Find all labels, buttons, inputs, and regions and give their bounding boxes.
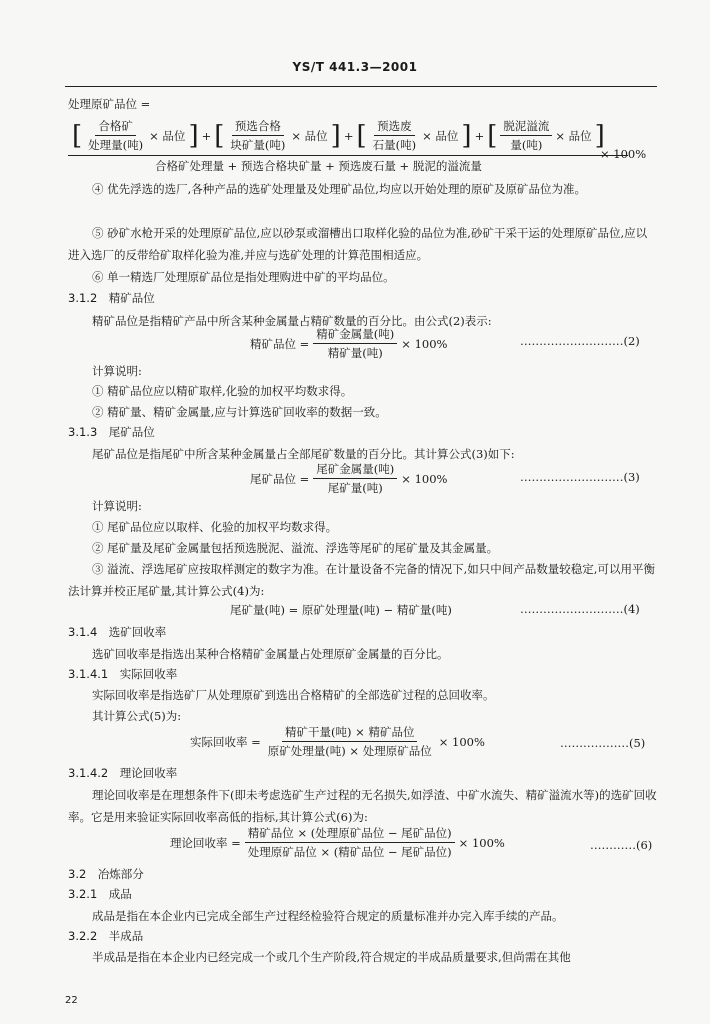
formula4-number: ………………………(4) <box>520 602 640 616</box>
section-3-2-2-title: 3.2.2 半成品 <box>68 929 144 943</box>
formula6-number: …………(6) <box>590 838 653 852</box>
section-3-1-4-2-title: 3.1.4.2 理论回收率 <box>68 766 178 780</box>
section-3-1-2-body: 精矿品位是指精矿产品中所含某种金属量占精矿数量的百分比。由公式(2)表示: <box>92 314 492 328</box>
f1-term2: $\frac{\text{预选合格}}{\text{块矿量(吨)}}$ <box>230 119 286 152</box>
formula1-fraction-bar <box>68 155 628 156</box>
formula5: 实际回收率 = $\frac{\text{精矿干量(吨) × 精矿品位}}{\text{原矿处理量(吨) × 处理原矿品位}}$ × 100% <box>190 725 485 758</box>
f1-term3: $\frac{\text{预选废}}{\text{石量(吨)}}$ <box>372 119 417 152</box>
formula4: 尾矿量(吨) = 原矿处理量(吨) − 精矿量(吨) <box>230 603 452 617</box>
section-3-2-1-title: 3.2.1 成品 <box>68 887 132 901</box>
f1-term4: $\frac{\text{脱泥溢流}}{\text{量(吨)}}$ <box>500 118 552 153</box>
standard-number: YS/T 441.3—2001 <box>292 60 418 74</box>
formula6: 理论回收率 = $\frac{\text{精矿品位 × (处理原矿品位 − 尾矿品位)}}{\text{处理原矿品位 × (精矿品位 − 尾矿品位)}}$ × 100% <box>170 826 505 859</box>
formula5-number: ………………(5) <box>560 736 646 750</box>
formula3-number: ………………………(3) <box>520 470 640 484</box>
section-3-2-2-body: 半成品是指在本企业内已经完成一个或几个生产阶段,符合规定的半成品质量要求,但尚需在其他 <box>92 950 571 964</box>
formula1-times100: × 100% <box>600 147 647 161</box>
formula1-denominator: 合格矿处理量 + 预选合格块矿量 + 预选废石量 + 脱泥的溢流量 <box>155 159 482 173</box>
note-6: ⑥ 单一精选厂处理原矿品位是指处理购进中矿的平均品位。 <box>92 270 395 284</box>
f1-term1: $\frac{\text{合格矿}}{\text{处理量(吨)}}$ <box>88 119 144 152</box>
section-3-1-4-2-body: 理论回收率是在理想条件下(即未考虑选矿生产过程的无名损失,如浮渣、中矿水流失、精矿溢流水等)的选矿回收率。它是用来验证实际回收率高低的指标,其计算公式(6)为: <box>68 788 657 824</box>
section-3-2-title: 3.2 冶炼部分 <box>68 867 144 881</box>
formula1-numerator: [ $\frac{\text{合格矿}}{\text{处理量(吨)}}$ × 品位 ] + [ $\frac{\text{预选合格}}{\text{块矿量(吨)}}$ × 品位 ] + [ $\frac{\text{预选废}}{\text{石量(吨)}}$ × 品位 ] + [ $\frac{\text{脱泥溢流}}{\text{量(吨)}}$ × 品位 ] <box>72 119 605 152</box>
note-4: ④ 优先浮选的选厂,各种产品的选矿处理量及处理矿品位,均应以开始处理的原矿及原矿品位为准。 <box>92 182 586 196</box>
formula2: 精矿品位 = $\frac{\text{精矿金属量(吨)}}{\text{精矿量(吨)}}$ × 100% <box>250 327 448 360</box>
formula2-number: ………………………(2) <box>520 334 640 348</box>
formula1-lead: 处理原矿品位 = <box>68 97 151 111</box>
s313-note-title: 计算说明: <box>92 499 142 513</box>
note-5: ⑤ 砂矿水枪开采的处理原矿品位,应以砂泵或溜槽出口取样化验的品位为准,砂矿干采干运的处理原矿品位,应以进入选厂的反带给矿取样化验为准,并应与选矿处理的计算范围相适应。 <box>68 226 648 262</box>
section-3-1-4-title: 3.1.4 选矿回收率 <box>68 625 167 639</box>
s313-note-2: ② 尾矿量及尾矿金属量包括预选脱泥、溢流、浮选等尾矿的尾矿量及其金属量。 <box>92 541 499 555</box>
section-3-1-2-title: 3.1.2 精矿品位 <box>68 291 155 305</box>
s312-note-title: 计算说明: <box>92 364 142 378</box>
section-3-1-4-1-body: 实际回收率是指选矿厂从处理原矿到选出合格精矿的全部选矿过程的总回收率。 <box>92 688 495 702</box>
formula3: 尾矿品位 = $\frac{\text{尾矿金属量(吨)}}{\text{尾矿量(吨)}}$ × 100% <box>250 462 448 495</box>
section-3-1-3-body: 尾矿品位是指尾矿中所含某种金属量占全部尾矿数量的百分比。其计算公式(3)如下: <box>92 447 515 461</box>
s312-note-1: ① 精矿品位应以精矿取样,化验的加权平均数求得。 <box>92 384 353 398</box>
s313-note-3: ③ 溢流、浮选尾矿应按取样测定的数字为准。在计量设备不完备的情况下,如只中间产品数量较稳定,可以用平衡法计算并校正尾矿量,其计算公式(4)为: <box>68 562 655 598</box>
section-3-1-4-body: 选矿回收率是指选出某种合格精矿金属量占处理原矿金属量的百分比。 <box>92 647 449 661</box>
page-number: 22 <box>65 995 78 1006</box>
s313-note-1: ① 尾矿品位应以取样、化验的加权平均数求得。 <box>92 520 338 534</box>
section-3-2-1-body: 成品是指在本企业内已完成全部生产过程经检验符合规定的质量标准并办完入库手续的产品。 <box>92 909 564 923</box>
section-3-1-4-1-title: 3.1.4.1 实际回收率 <box>68 667 178 681</box>
header-rule <box>65 86 657 87</box>
formula5-intro: 其计算公式(5)为: <box>92 709 182 723</box>
s312-note-2: ② 精矿量、精矿金属量,应与计算选矿回收率的数据一致。 <box>92 405 387 419</box>
section-3-1-3-title: 3.1.3 尾矿品位 <box>68 425 155 439</box>
